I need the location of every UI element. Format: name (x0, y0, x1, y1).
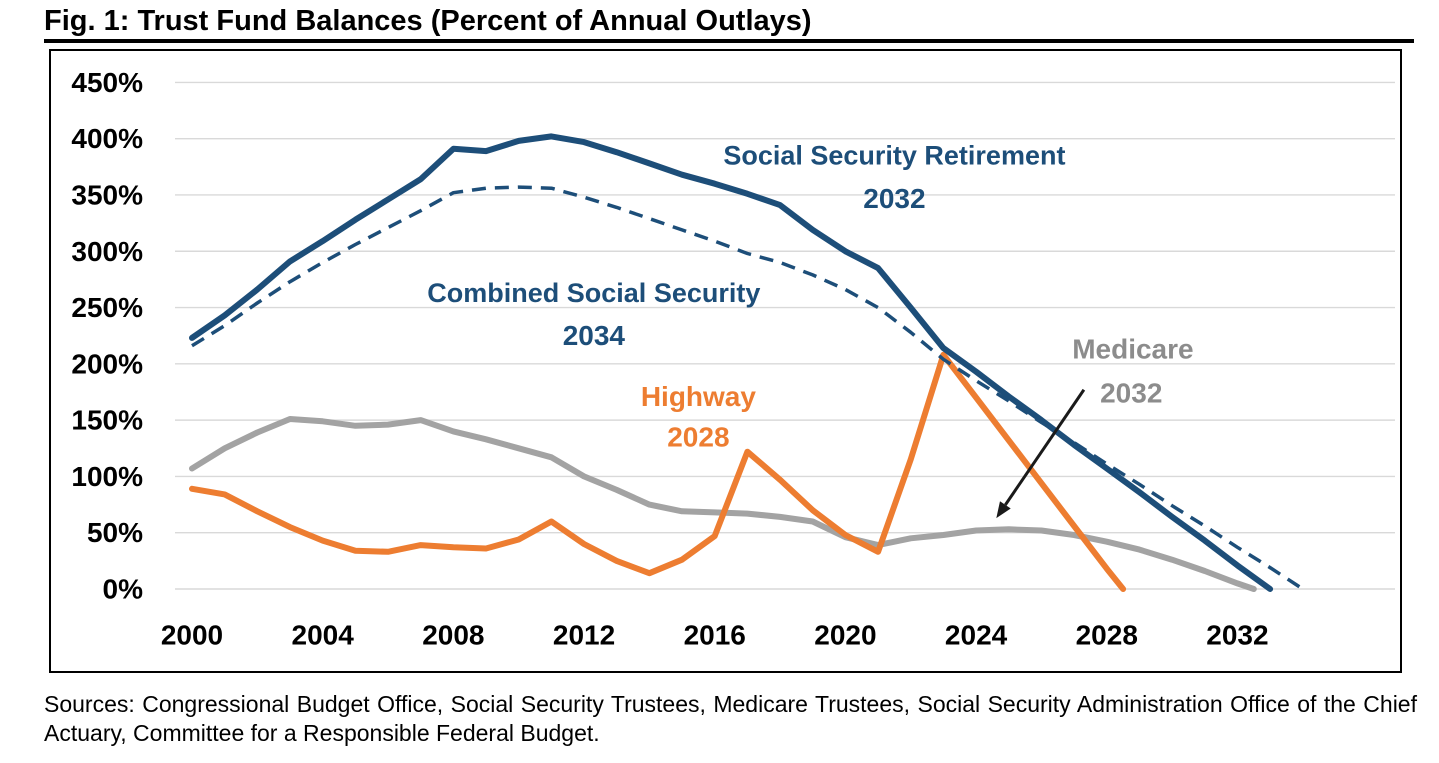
x-tick-label-2032: 2032 (1206, 619, 1269, 651)
title-underline (44, 39, 1414, 43)
y-tick-label-350: 350% (71, 179, 143, 211)
x-tick-label-2028: 2028 (1075, 619, 1138, 651)
y-tick-label-0: 0% (102, 573, 143, 605)
x-tick-label-2008: 2008 (422, 619, 485, 651)
annotation-highway-name: Highway (640, 380, 756, 412)
y-tick-label-150: 150% (71, 404, 143, 436)
y-tick-label-50: 50% (86, 517, 143, 549)
sources-text: Sources: Congressional Budget Office, Social Security Trustees, Medicare Trustees, Social Security Administration Office of the Chief Actuary, Committee for a Responsible Federal Budget. (44, 691, 1417, 747)
x-tick-label-2016: 2016 (683, 619, 746, 651)
annotation-ssr-name: Social Security Retirement (723, 140, 1066, 171)
annotation-medicare-name: Medicare (1072, 333, 1194, 365)
annotation-medicare-year: 2032 (1100, 377, 1163, 409)
y-tick-label-250: 250% (71, 292, 143, 324)
annotation-highway-year: 2028 (667, 421, 730, 453)
y-tick-label-200: 200% (71, 348, 143, 380)
annotation-oasdi-year: 2034 (562, 320, 625, 352)
y-tick-label-450: 450% (71, 66, 143, 98)
figure-title: Fig. 1: Trust Fund Balances (Percent of Annual Outlays) (44, 5, 812, 37)
annotation-ssr-year: 2032 (863, 182, 926, 214)
x-tick-label-2020: 2020 (814, 619, 877, 651)
medicare-arrow-head (996, 501, 1010, 518)
y-tick-label-400: 400% (71, 123, 143, 155)
trust-fund-line-chart (51, 51, 1400, 671)
x-tick-label-2024: 2024 (944, 619, 1008, 651)
chart-plot-area (49, 49, 1402, 673)
y-tick-label-100: 100% (71, 460, 143, 492)
x-tick-label-2000: 2000 (160, 619, 224, 651)
y-tick-label-300: 300% (71, 235, 143, 267)
x-tick-label-2004: 2004 (291, 619, 354, 651)
annotation-oasdi-name: Combined Social Security (427, 277, 761, 308)
x-tick-label-2012: 2012 (552, 619, 616, 651)
